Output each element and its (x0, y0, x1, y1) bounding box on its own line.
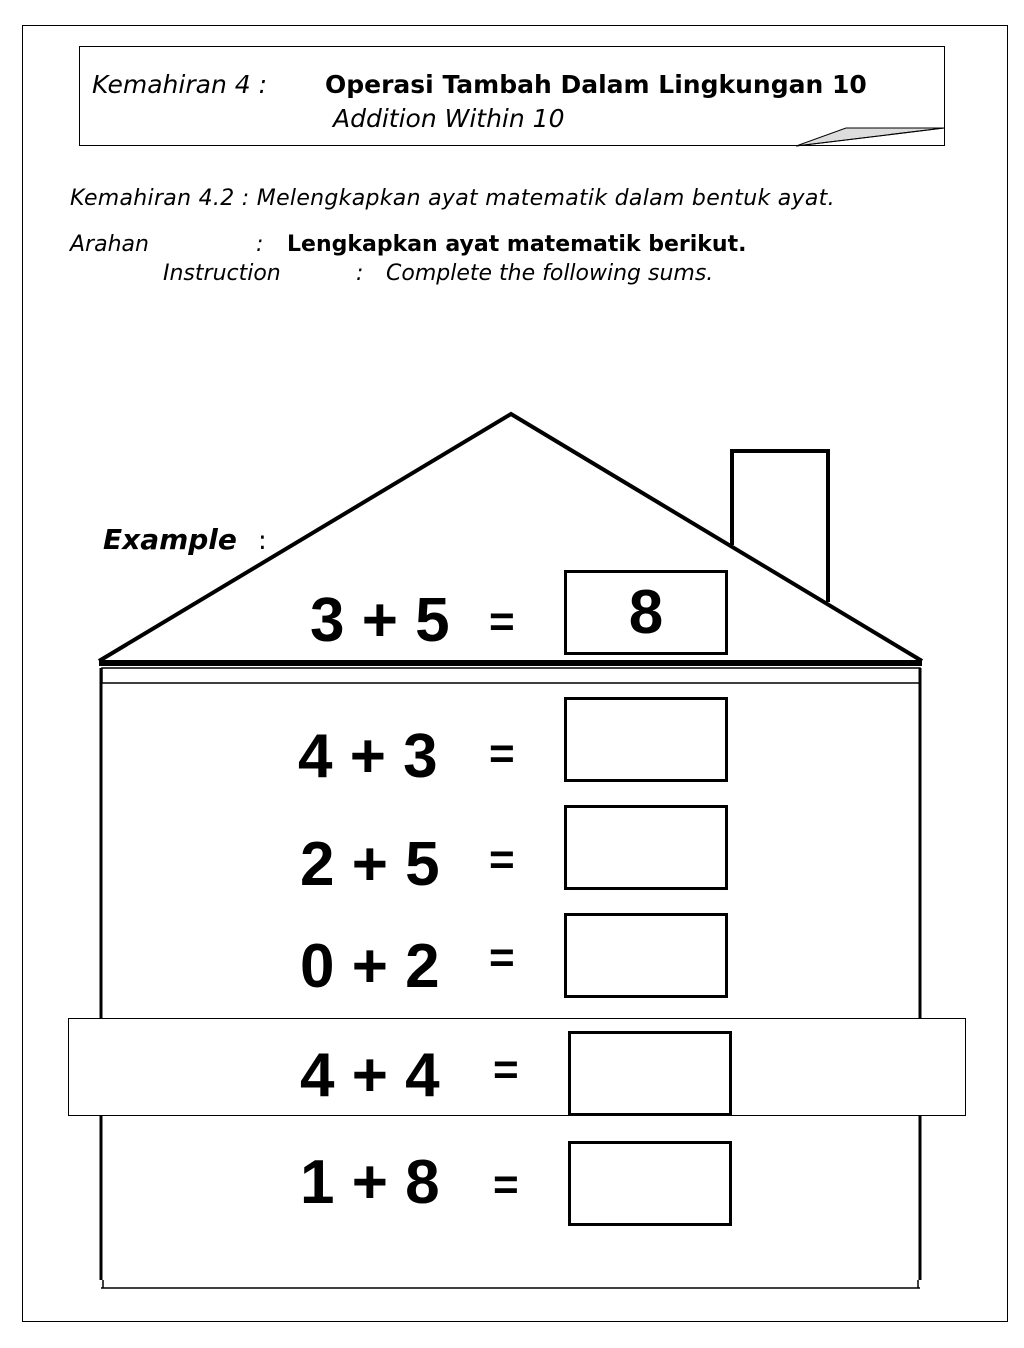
example-equals: = (489, 597, 515, 646)
subskill-text: Kemahiran 4.2 : Melengkapkan ayat matematik dalam bentuk ayat. (70, 186, 835, 211)
skill-title: Operasi Tambah Dalam Lingkungan 10 (325, 70, 867, 99)
eave-strip (102, 668, 920, 683)
arahan-text: Lengkapkan ayat matematik berikut. (287, 232, 747, 257)
example-sum: 3 + 5 (310, 586, 450, 655)
exercise-4-equals: = (493, 1045, 519, 1094)
exercise-4-sum: 4 + 4 (300, 1041, 440, 1110)
arahan-colon: : (256, 232, 264, 257)
exercise-5-answer-box[interactable] (568, 1141, 732, 1226)
exercise-1-answer-box[interactable] (564, 697, 728, 782)
exercise-2-answer-box[interactable] (564, 805, 728, 890)
example-answer-box (564, 570, 728, 655)
exercise-5-sum: 1 + 8 (300, 1148, 440, 1217)
arahan-label: Arahan (70, 232, 149, 257)
instruction-colon: : (356, 261, 364, 286)
exercise-1-sum: 4 + 3 (298, 722, 438, 791)
exercise-2-sum: 2 + 5 (300, 830, 440, 899)
exercise-3-equals: = (489, 933, 515, 982)
skill-title-english: Addition Within 10 (333, 104, 565, 133)
skill-label: Kemahiran 4 : (92, 70, 268, 99)
chimney (732, 451, 828, 602)
exercise-4-answer-box[interactable] (568, 1031, 732, 1116)
exercise-2-equals: = (489, 835, 515, 884)
exercise-3-answer-box[interactable] (564, 913, 728, 998)
exercise-1-equals: = (489, 729, 515, 778)
example-colon: : (258, 526, 267, 556)
exercise-5-equals: = (493, 1160, 519, 1209)
example-label: Example (103, 523, 237, 556)
instruction-label: Instruction (163, 261, 281, 286)
example-answer: 8 (628, 578, 664, 647)
instruction-text: Complete the following sums. (386, 261, 714, 286)
exercise-3-sum: 0 + 2 (300, 932, 440, 1001)
